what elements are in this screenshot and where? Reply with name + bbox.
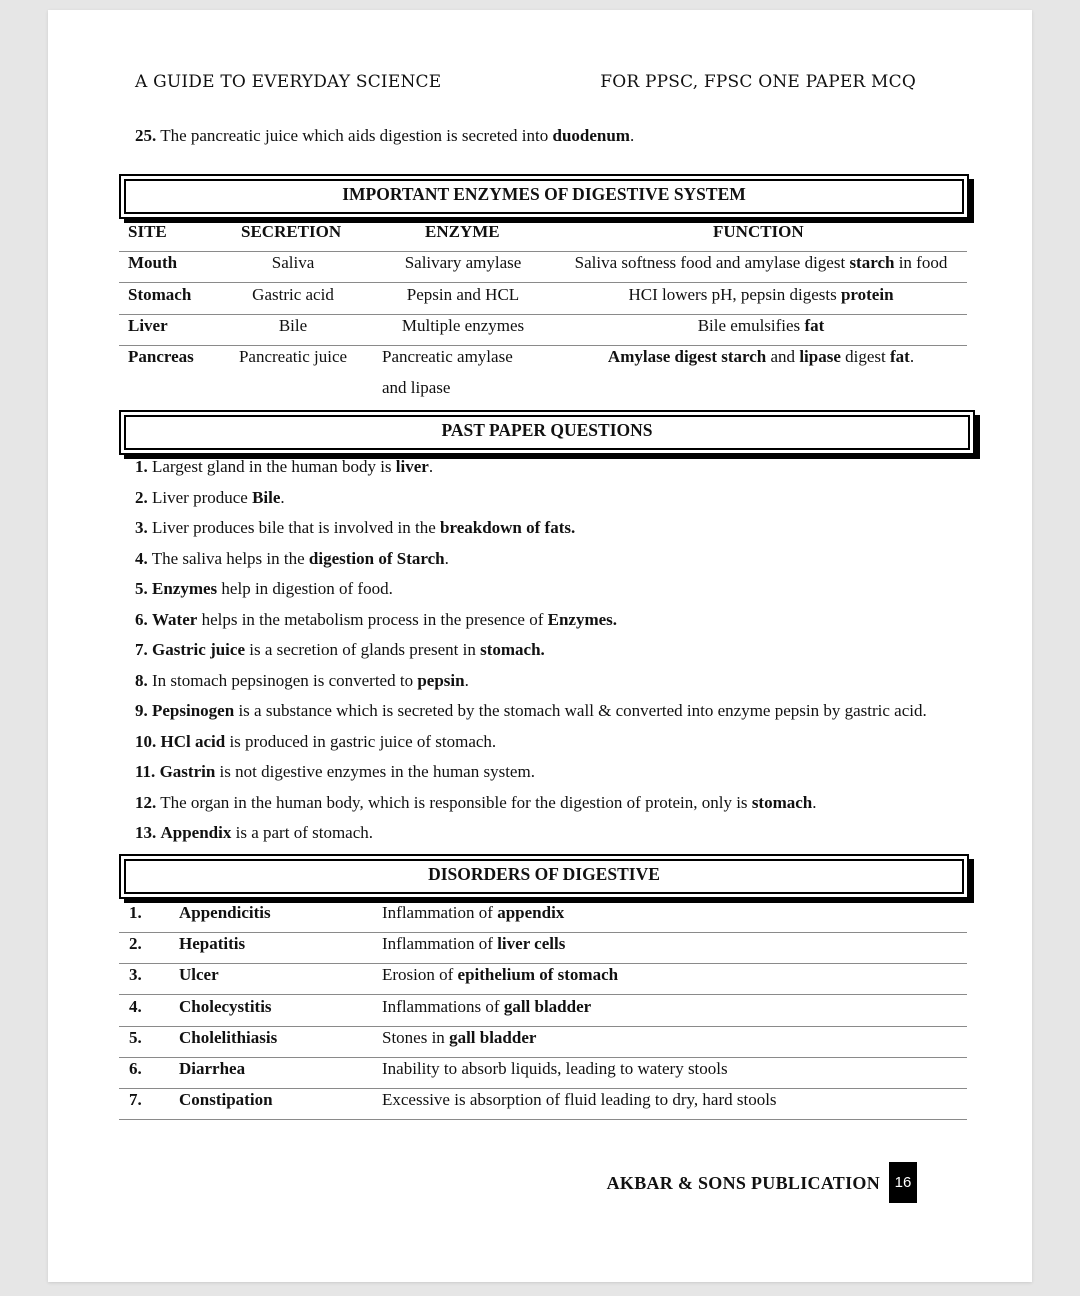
text-segment: is not digestive enzymes in the human system. [215, 762, 535, 781]
text-segment: Bile emulsifies [697, 316, 805, 335]
enzyme-cell: Multiple enzymes [401, 316, 525, 335]
text-segment: Appendix [160, 823, 232, 842]
disorder-description [382, 1090, 777, 1110]
col-function: FUNCTION [713, 222, 804, 241]
question-item [135, 732, 496, 752]
text-segment: HCI lowers pH, pepsin digests [628, 285, 841, 304]
text-segment: digest [840, 347, 890, 366]
col-enzyme: ENZYME [425, 222, 500, 241]
text-segment: appendix [497, 903, 565, 922]
past-title-box [119, 410, 975, 455]
question-item [135, 610, 617, 630]
text-segment: Inflammations of [382, 996, 504, 1016]
text-segment: pepsin [417, 670, 465, 690]
question-number: 2. [135, 487, 148, 507]
secretion-cell: Gastric acid [252, 285, 334, 304]
enzymes-title-box [119, 174, 969, 219]
disorders-title: DISORDERS OF DIGESTIVE [428, 864, 660, 884]
function-cell [556, 285, 966, 305]
disorder-name: Cholecystitis [179, 996, 272, 1016]
text-segment: gall bladder [449, 1027, 537, 1047]
text-segment: Bile [252, 487, 281, 507]
text-segment: Inflammation of [382, 934, 498, 954]
function-cell [556, 316, 966, 336]
text-segment: liver cells [497, 934, 566, 954]
question-number: 1. [135, 457, 148, 476]
text-segment: helps in the metabolism process in the presence of [197, 609, 548, 629]
secretion-cell: Saliva [271, 253, 315, 272]
question-item [135, 579, 393, 599]
text-segment: Liver produce [152, 487, 253, 507]
text-segment: stomach [751, 792, 813, 812]
text-segment: Largest gland in the human body is [152, 457, 396, 476]
disorder-number: 5. [129, 1027, 142, 1047]
question-number: 8. [135, 670, 148, 690]
text-segment: Excessive is absorption of fluid leading to dry, hard stools [382, 1090, 777, 1110]
disorder-number: 3. [129, 965, 142, 985]
text-segment: . [280, 487, 285, 507]
text-segment: . [464, 670, 469, 690]
disorder-number: 7. [129, 1090, 142, 1110]
text-segment: starch [849, 253, 895, 272]
text-segment: Gastric juice [152, 640, 245, 659]
header-left: A GUIDE TO EVERYDAY SCIENCE [135, 72, 442, 92]
disorder-description [382, 903, 564, 923]
text-segment: lipase [799, 347, 841, 366]
disorder-description [382, 1059, 728, 1079]
page-number: 16 [889, 1162, 917, 1203]
question-number: 13. [135, 823, 157, 842]
question-number: 9. [135, 701, 148, 720]
text-segment: Liver produces bile that is involved in the [152, 518, 440, 537]
publisher-footer: AKBAR & SONS PUBLICATION [606, 1173, 880, 1193]
text-segment: Water [152, 609, 198, 629]
text-segment: . [812, 792, 817, 812]
secretion-cell: Pancreatic juice [238, 347, 348, 366]
disorder-name: Constipation [179, 1090, 273, 1110]
text-segment: . [909, 347, 915, 366]
text-segment: help in digestion of food. [217, 579, 393, 598]
enzyme-cell: Pepsin and HCL [406, 285, 520, 304]
question-item [135, 457, 433, 477]
text-segment: The organ in the human body, which is responsible for the digestion of protein, only is [160, 792, 752, 812]
question-end: . [629, 126, 635, 145]
text-segment: Erosion of [382, 965, 458, 985]
question-item [135, 549, 449, 569]
question-item [135, 823, 373, 843]
disorders-title-box [119, 854, 969, 899]
site-cell: Liver [128, 316, 168, 335]
text-segment: . [444, 548, 449, 568]
text-segment: fat [804, 316, 825, 335]
question-number: 12. [135, 792, 157, 812]
question-item [135, 488, 285, 508]
text-segment: and [766, 347, 800, 366]
site-cell: Stomach [128, 285, 192, 304]
enzyme-cell-continued: and lipase [382, 378, 451, 397]
question-text: The pancreatic juice which aids digestion is secreted into [160, 126, 553, 145]
text-segment: In stomach pepsinogen is converted to [152, 670, 418, 690]
question-number: 11. [135, 762, 156, 781]
disorder-name: Ulcer [179, 965, 219, 985]
text-segment: Enzymes [152, 579, 218, 598]
disorder-description [382, 1028, 536, 1048]
question-number: 4. [135, 548, 148, 568]
text-segment: HCl acid [160, 731, 226, 751]
disorder-description [382, 934, 565, 954]
col-secretion: SECRETION [241, 222, 342, 241]
question-number: 5. [135, 579, 148, 598]
disorder-name: Hepatitis [179, 934, 246, 954]
question-number: 3. [135, 518, 148, 537]
question-item [135, 701, 927, 721]
question-25 [135, 126, 634, 146]
text-segment: Pepsinogen [152, 701, 235, 720]
disorder-number: 4. [129, 996, 142, 1016]
text-segment: is a part of stomach. [231, 823, 374, 842]
question-item [135, 762, 535, 782]
text-segment: digestion of Starch [308, 548, 445, 568]
enzyme-cell: Salivary amylase [404, 253, 522, 272]
text-segment: is a secretion of glands present in [245, 640, 481, 659]
secretion-cell: Bile [278, 316, 308, 335]
question-item [135, 793, 817, 813]
text-segment: epithelium of stomach [457, 965, 619, 985]
text-segment: breakdown of fats. [440, 518, 576, 537]
text-segment: Amylase digest starch [607, 347, 767, 366]
disorder-name: Cholelithiasis [179, 1027, 278, 1047]
text-segment: The saliva helps in the [151, 548, 309, 568]
question-answer: duodenum [552, 126, 630, 145]
question-number: 25. [135, 126, 157, 145]
text-segment: Gastrin [159, 762, 216, 781]
text-segment: Stones in [382, 1027, 450, 1047]
disorder-number: 2. [129, 934, 142, 954]
text-segment: stomach. [480, 640, 545, 659]
question-number: 7. [135, 640, 148, 659]
text-segment: Enzymes. [547, 609, 618, 629]
question-item [135, 518, 575, 538]
text-segment: fat [889, 347, 910, 366]
question-item [135, 671, 469, 691]
text-segment: gall bladder [503, 996, 592, 1016]
function-cell [556, 253, 966, 273]
text-segment: Inflammation of [382, 903, 498, 922]
function-cell [556, 347, 966, 367]
header-right: FOR PPSC, FPSC ONE PAPER MCQ [600, 72, 916, 92]
text-segment: in food [894, 253, 948, 272]
enzyme-cell: Pancreatic amylase [382, 347, 513, 366]
disorder-name: Appendicitis [179, 903, 271, 922]
site-cell: Pancreas [128, 347, 194, 366]
text-segment: Inability to absorb liquids, leading to watery stools [382, 1059, 728, 1078]
text-segment: liver [395, 457, 429, 476]
enzymes-title: IMPORTANT ENZYMES OF DIGESTIVE SYSTEM [342, 184, 746, 204]
text-segment: is a substance which is secreted by the stomach wall & converted into enzyme pepsin by gastric acid. [234, 701, 927, 720]
disorder-number: 1. [129, 903, 142, 922]
text-segment: Saliva softness food and amylase digest [574, 253, 850, 272]
disorder-description [382, 997, 591, 1017]
disorder-name: Diarrhea [179, 1059, 246, 1078]
question-number: 10. [135, 731, 157, 751]
disorder-number: 6. [129, 1059, 142, 1078]
document-page [48, 10, 1032, 1282]
disorder-description [382, 965, 618, 985]
col-site: SITE [128, 222, 167, 241]
site-cell: Mouth [128, 253, 178, 272]
text-segment: is produced in gastric juice of stomach. [225, 731, 497, 751]
question-item [135, 640, 545, 660]
text-segment: . [428, 457, 434, 476]
text-segment: protein [840, 285, 894, 304]
past-title: PAST PAPER QUESTIONS [441, 420, 653, 440]
question-number: 6. [135, 609, 148, 629]
